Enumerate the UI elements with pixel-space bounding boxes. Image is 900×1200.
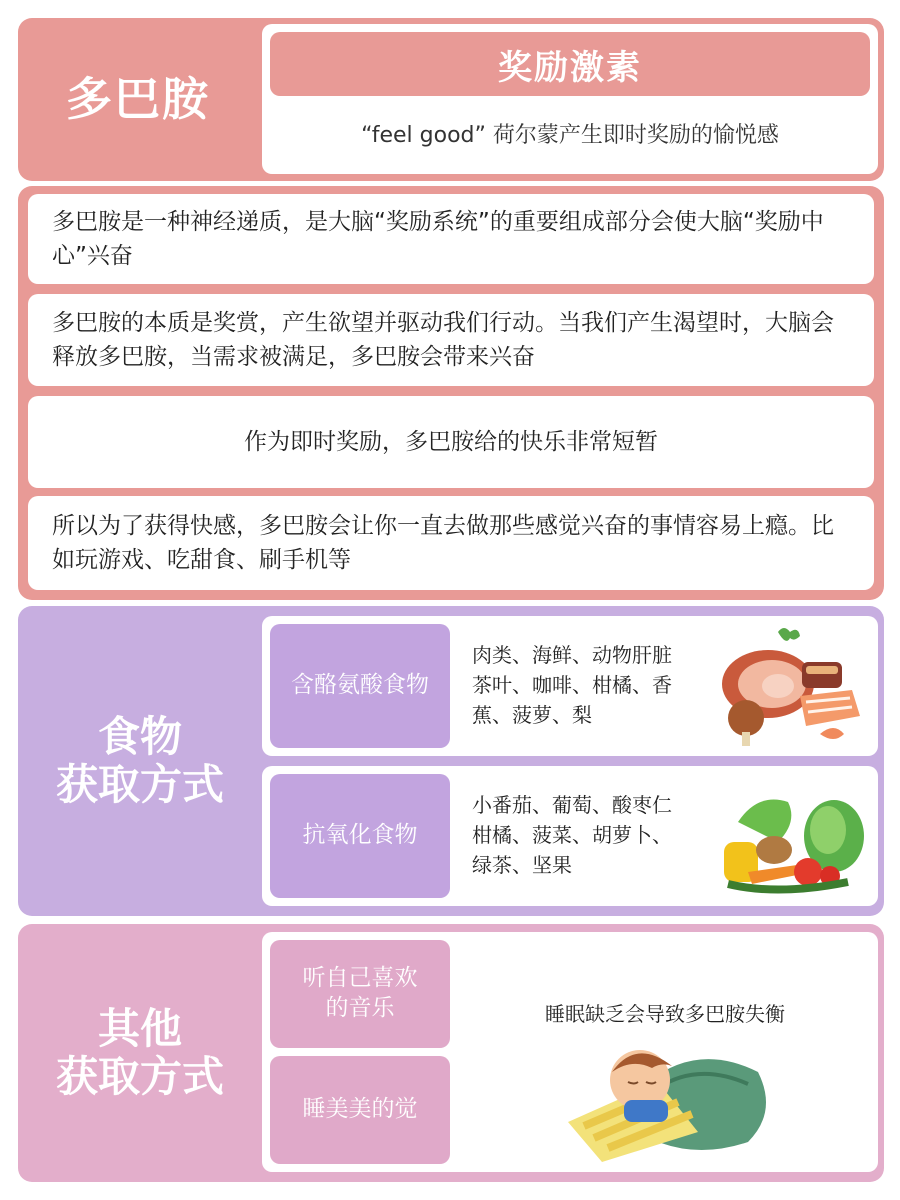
food-list: 肉类、海鲜、动物肝脏 茶叶、咖啡、柑橘、香 蕉、菠萝、梨 [472,643,672,727]
info-text: 作为即时奖励，多巴胺给的快乐非常短暂 [244,428,658,455]
other-title-line2: 获取方式 [55,1052,224,1101]
food-panel [18,606,884,916]
main-title: 多巴胺 [66,72,210,127]
food-title-line2: 获取方式 [55,760,224,809]
other-section-title [18,924,262,1182]
other-panel [18,924,884,1182]
activity-label-music: 听自己喜欢 的音乐 [270,940,450,1048]
vegetables-illustration [708,772,872,900]
food-title-line1: 食物 [97,711,182,761]
reward-hormone-badge: 奖励激素 [270,32,870,96]
header-subtitle: “feel good” 荷尔蒙产生即时奖励的愉悦感 [361,123,779,148]
other-title-line1: 其他 [97,1003,182,1053]
food-row [262,766,878,906]
header-panel [18,18,884,181]
info-card [28,396,874,488]
food-row [262,616,878,756]
sleep-note: 睡眠缺乏会导致多巴胺失衡 [545,1002,785,1026]
food-category-label: 含酪氨酸食物 [270,624,450,748]
info-panel [18,186,884,600]
food-category-label: 抗氧化食物 [270,774,450,898]
info-card [28,294,874,386]
sleeping-child-illustration [558,1022,780,1162]
meat-seafood-illustration [708,622,872,750]
activity-label-sleep: 睡美美的觉 [270,1056,450,1164]
info-card [28,194,874,284]
info-card [28,496,874,590]
info-text: 所以为了获得快感，多巴胺会让你一直去做那些感觉兴奋的事情容易上瘾。比如玩游戏、吃甜食、刷手机等 [52,512,834,573]
info-text: 多巴胺的本质是奖赏，产生欲望并驱动我们行动。当我们产生渴望时，大脑会释放多巴胺，当需求被满足，多巴胺会带来兴奋 [52,309,834,370]
info-text: 多巴胺是一种神经递质，是大脑“奖励系统”的重要组成部分会使大脑“奖励中心”兴奋 [52,208,824,269]
food-list: 小番茄、葡萄、酸枣仁 柑橘、菠菜、胡萝卜、 绿茶、坚果 [472,793,672,877]
header-card [262,24,878,174]
food-section-title [18,606,262,916]
